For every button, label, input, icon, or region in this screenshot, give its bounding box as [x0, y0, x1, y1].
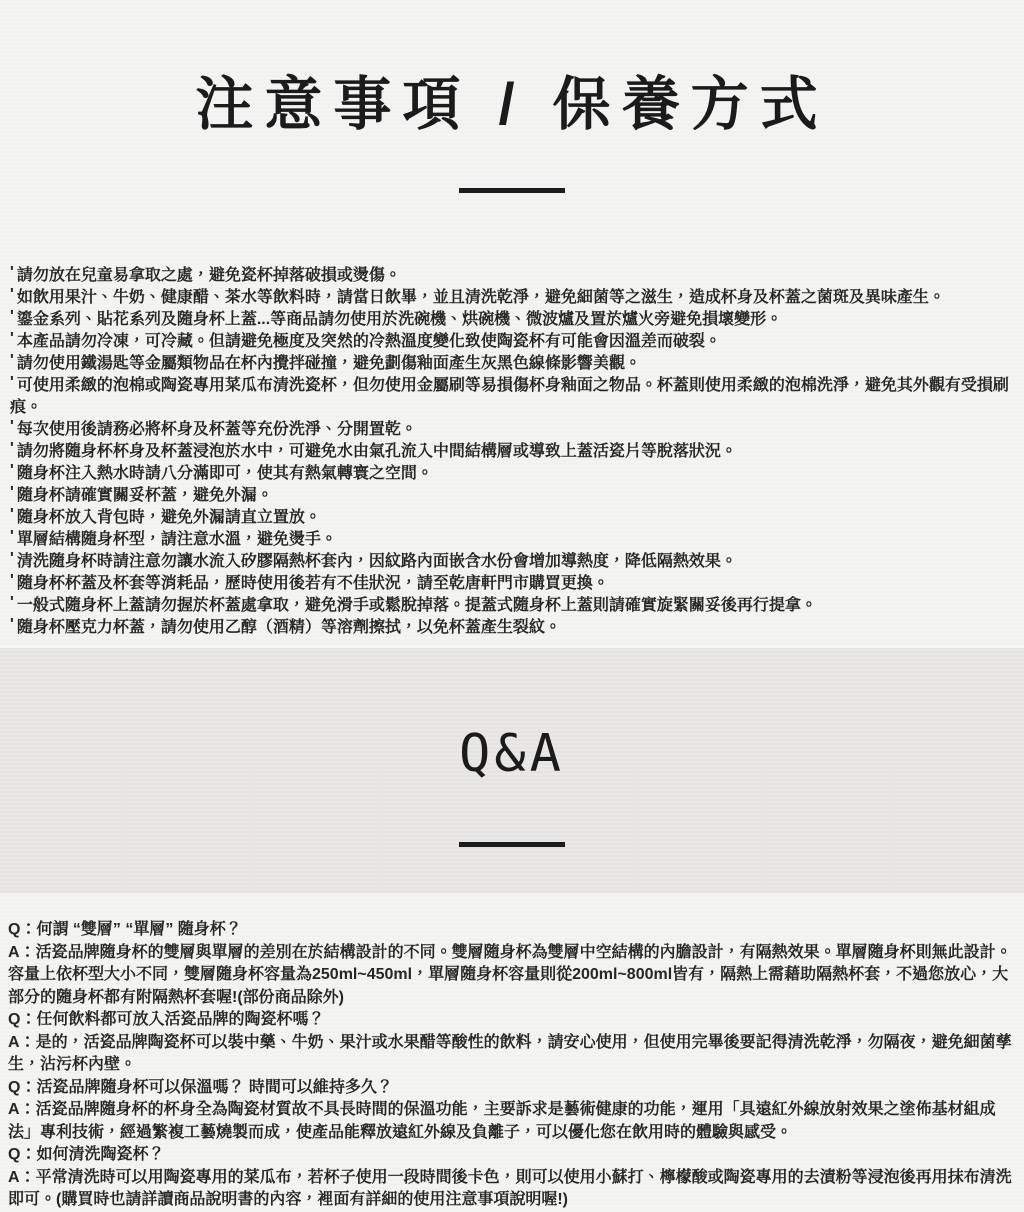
qa-entries-section	[0, 893, 1024, 1208]
qa-answer-text: 是的，活瓷品牌陶瓷杯可以裝中藥、牛奶、果汁或水果醋等酸性的飲料，請安心使用，但使用完畢後要記得清洗乾淨，勿隔夜，避免細菌孳生，沾污杯內壁。	[8, 1033, 1012, 1073]
bullet-tick-icon: '	[10, 440, 14, 457]
list-item	[10, 331, 1014, 353]
qa-answer-text: 活瓷品牌隨身杯的雙層與單層的差別在於結構設計的不同。雙層隨身杯為雙層中空結構的內膽設計，有隔熱效果。單層隨身杯則無此設計。容量上依杯型大小不同，雙層隨身杯容量為250ml~450ml，單層隨身杯容量則從200ml~800ml皆有，隔熱上需藉助隔熱杯套，不過您放心，大部分的隨身杯都有附隔熱杯套喔!(部份商品除外)	[8, 943, 1012, 1006]
qa-question-text: 如何清洗陶瓷杯？	[36, 1146, 165, 1163]
list-item	[10, 441, 1014, 463]
list-item	[10, 529, 1014, 551]
qa-question-text: 何謂 “雙層” “單層” 隨身杯？	[36, 921, 242, 938]
list-item-text: 一般式隨身杯上蓋請勿握於杯蓋處拿取，避免滑手或鬆脫掉落。提蓋式隨身杯上蓋則請確實旋緊關妥後再行提拿。	[16, 597, 817, 614]
list-item-text: 隨身杯請確實關妥杯蓋，避免外漏。	[16, 487, 273, 504]
qa-title: Q&A	[459, 724, 565, 784]
qa-header-band	[0, 645, 1024, 893]
list-item-text: 鎏金系列、貼花系列及隨身杯上蓋...等商品請勿使用於洗碗機、烘碗機、微波爐及置於爐火旁避免損壞變形。	[16, 311, 783, 328]
list-item	[10, 595, 1014, 617]
qa-question	[8, 1009, 1016, 1032]
bullet-tick-icon: '	[10, 374, 14, 391]
list-item	[10, 617, 1014, 639]
bullet-tick-icon: '	[10, 594, 14, 611]
list-item	[10, 551, 1014, 573]
bullet-tick-icon: '	[10, 484, 14, 501]
qa-question	[8, 1144, 1016, 1167]
bullet-tick-icon: '	[10, 572, 14, 589]
q-prefix: Q：	[8, 1011, 37, 1028]
list-item	[10, 419, 1014, 441]
list-item	[10, 463, 1014, 485]
bullet-tick-icon: '	[10, 616, 14, 633]
list-item-text: 請勿將隨身杯杯身及杯蓋浸泡於水中，可避免水由氣孔流入中間結構層或導致上蓋活瓷片等脫落狀況。	[16, 443, 737, 460]
notice-list	[0, 265, 1024, 639]
list-item-text: 如飲用果汁、牛奶、健康醋、茶水等飲料時，請當日飲畢，並且清洗乾淨，避免細菌等之滋生，造成杯身及杯蓋之菌斑及異味產生。	[16, 289, 945, 306]
list-item-text: 本產品請勿冷凍，可冷藏。但請避免極度及突然的冷熱溫度變化致使陶瓷杯有可能會因溫差而破裂。	[16, 333, 721, 350]
bullet-tick-icon: '	[10, 528, 14, 545]
list-item-text: 請勿使用鐵湯匙等金屬類物品在杯內攪拌碰撞，避免劃傷釉面產生灰黑色線條影響美觀。	[16, 355, 641, 372]
bullet-tick-icon: '	[10, 330, 14, 347]
list-item-text: 請勿放在兒童易拿取之處，避免瓷杯掉落破損或燙傷。	[16, 267, 401, 284]
qa-answer	[8, 1099, 1016, 1144]
list-item-text: 清洗隨身杯時請注意勿讓水流入矽膠隔熱杯套內，因紋路內面嵌含水份會增加導熱度，降低隔熱效果。	[16, 553, 737, 570]
bullet-tick-icon: '	[10, 352, 14, 369]
list-item-text: 單層結構隨身杯型，請注意水溫，避免燙手。	[16, 531, 337, 548]
list-item-text: 隨身杯杯蓋及杯套等消耗品，歷時使用後若有不佳狀況，請至乾唐軒門市購買更換。	[16, 575, 609, 592]
title-divider	[459, 188, 565, 193]
qa-question	[8, 1077, 1016, 1100]
qa-question-text: 活瓷品牌隨身杯可以保溫嗎？ 時間可以維持多久？	[36, 1078, 393, 1096]
qa-question-text: 任何飲料都可放入活瓷品牌的陶瓷杯嗎？	[36, 1011, 325, 1028]
list-item	[10, 375, 1014, 419]
q-prefix: Q：	[8, 1078, 37, 1096]
a-prefix: A：	[8, 1033, 36, 1051]
qa-answer	[8, 1032, 1016, 1077]
bullet-tick-icon: '	[10, 286, 14, 303]
page-title: 注意事項 / 保養方式	[195, 72, 829, 137]
list-item	[10, 353, 1014, 375]
qa-answer	[8, 942, 1016, 1010]
bullet-tick-icon: '	[10, 550, 14, 567]
bullet-tick-icon: '	[10, 308, 14, 325]
a-prefix: A：	[8, 1168, 36, 1186]
list-item-text: 隨身杯壓克力杯蓋，請勿使用乙醇（酒精）等溶劑擦拭，以免杯蓋產生裂紋。	[16, 619, 561, 636]
list-item	[10, 309, 1014, 331]
list-item	[10, 287, 1014, 309]
list-item-text: 隨身杯注入熱水時請八分滿即可，使其有熱氣轉寰之空間。	[16, 465, 433, 482]
qa-answer-text: 平常清洗時可以用陶瓷專用的菜瓜布，若杯子使用一段時間後卡色，則可以使用小蘇打、檸檬酸或陶瓷專用的去漬粉等浸泡後再用抹布清洗即可。(購買時也請詳讀商品說明書的內容，裡面有詳細的使用注意事項說明喔!)	[8, 1168, 1012, 1208]
qa-question	[8, 919, 1016, 942]
bullet-tick-icon: '	[10, 462, 14, 479]
bullet-tick-icon: '	[10, 264, 14, 281]
list-item	[10, 265, 1014, 287]
list-item	[10, 485, 1014, 507]
a-prefix: A：	[8, 1101, 36, 1118]
qa-answer	[8, 1167, 1016, 1212]
bullet-tick-icon: '	[10, 418, 14, 435]
list-item	[10, 507, 1014, 529]
list-item-text: 隨身杯放入背包時，避免外漏請直立置放。	[16, 509, 321, 526]
q-prefix: Q：	[8, 1146, 37, 1163]
list-item	[10, 573, 1014, 595]
bullet-tick-icon: '	[10, 506, 14, 523]
list-item-text: 每次使用後請務必將杯身及杯蓋等充份洗淨、分開置乾。	[16, 421, 417, 438]
list-item-text: 可使用柔緻的泡棉或陶瓷專用菜瓜布清洗瓷杯，但勿使用金屬刷等易損傷杯身釉面之物品。杯蓋則使用柔緻的泡棉洗淨，避免其外觀有受損刷痕。	[10, 377, 1009, 416]
qa-divider	[459, 842, 565, 847]
qa-answer-text: 活瓷品牌隨身杯的杯身全為陶瓷材質故不具長時間的保溫功能，主要訴求是藝術健康的功能，運用「具遠紅外線放射效果之塗佈基材組成法」專利技術，經過繁複工藝燒製而成，使產品能釋放遠紅外線及負離子，可以優化您在飲用時的體驗與感受。	[8, 1101, 996, 1141]
q-prefix: Q：	[8, 921, 37, 938]
a-prefix: A：	[8, 943, 36, 961]
